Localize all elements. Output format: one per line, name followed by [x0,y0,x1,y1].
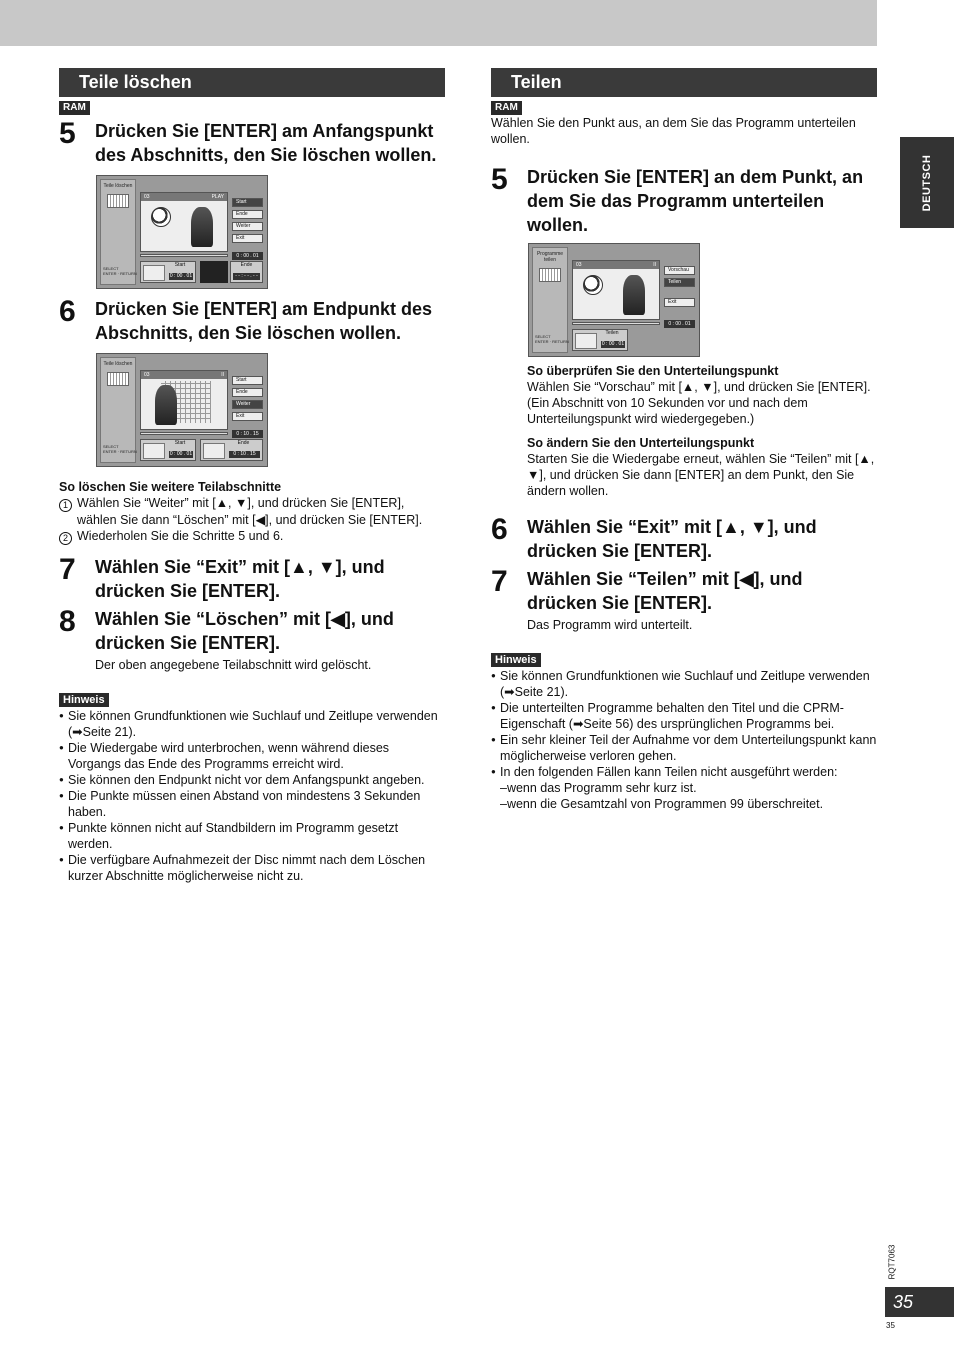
remote-select-icon: SELECT ENTER · RETURN [535,334,569,344]
thumbnail-icon [575,333,597,349]
screen-programme-teilen [528,243,700,357]
step-text: Wählen Sie “Exit” mit [▲, ▼], und drücken Sie [ENTER]. [95,557,385,601]
step-text: Wählen Sie “Löschen” mit [◀], und drücken Sie [ENTER]. [95,609,394,653]
program-number: 03 [144,194,150,200]
step-6 [59,297,445,345]
note-item: ● Ein sehr kleiner Teil der Aufnahme vor dem Unterteilungspunkt kann möglicherweise verloren gehen. [491,732,877,764]
thumbnail-icon [203,443,225,459]
end-label: Ende [237,440,250,446]
time-display: 0 : 10 . 15 [232,430,263,438]
split-label: Teilen [605,330,619,336]
section-title: Teilen [491,68,877,97]
section-title: Teile löschen [59,68,445,97]
ram-badge: RAM [491,101,522,115]
section-teile-loeschen [59,68,445,884]
screen-status-bar [141,371,227,379]
doc-code-text: RQT7063 [887,1244,897,1280]
screen-status-bar [573,261,659,269]
step-number: 5 [491,163,508,196]
note-item: ● Die Punkte müssen einen Abstand von mindestens 3 Sekunden haben. [59,788,445,820]
header-bar [0,0,877,46]
language-tab [900,137,954,228]
program-number: 03 [144,372,150,378]
pause-status: II [221,372,224,378]
step-number: 7 [491,565,508,598]
check-section [527,363,877,499]
notes-list [491,668,877,780]
end-box [230,261,263,283]
soccer-ball-icon [583,275,603,295]
check-heading: So überprüfen Sie den Unterteilungspunkt [527,364,779,378]
end-box [200,439,263,461]
screen-preview [140,192,228,252]
more-parts-list [59,495,445,545]
note-item: ● Sie können Grundfunktionen wie Suchlauf und Zeitlupe verwenden (➡Seite 21). [491,668,877,700]
play-status: PLAY [211,194,224,200]
check-text: Wählen Sie “Vorschau” mit [▲, ▼], und drücken Sie [ENTER]. (Ein Abschnitt von 10 Sekunden vor und nach dem Unterteilungspunkt wird wiedergegeben.) [527,380,871,426]
step-7 [491,567,877,615]
language-label: DEUTSCH [921,154,933,211]
screen-status-bar [141,193,227,201]
start-label: Start [174,262,186,268]
menu-start[interactable]: Start [232,198,263,207]
menu-exit[interactable]: Exit [232,234,263,243]
disc-icon [107,194,129,208]
progress-track [140,254,228,257]
notes-list [59,708,445,884]
screen-side-title: Teile löschen [103,361,133,367]
end-time: 0 : 10 . 15 [229,451,260,458]
intro-text: Wählen Sie den Punkt aus, an dem Sie das Programm unterteilen wollen. [491,116,856,146]
menu-ende[interactable]: Ende [232,388,263,397]
page-number-small: 35 [886,1321,895,1330]
hinweis-badge: Hinweis [59,693,109,707]
list-item [59,495,445,528]
step-5 [491,165,877,237]
screen-preview [572,260,660,320]
section-teilen [491,68,877,812]
doc-code [872,1242,912,1282]
dash-item: –wenn das Programm sehr kurz ist. [500,781,697,795]
end-label: Ende [240,262,253,268]
screen-side-title: Teile löschen [103,183,133,189]
ram-badge: RAM [59,101,90,115]
note-item: ● Die Wiedergabe wird unterbrochen, wenn während dieses Vorgangs das Ende des Programms erreicht wird. [59,740,445,772]
player-image [623,275,645,315]
list-item-text: Wiederholen Sie die Schritte 5 und 6. [77,529,284,543]
player-image [155,385,177,425]
menu-weiter[interactable]: Weiter [232,222,263,231]
screen-side-title: Programme teilen [536,251,564,263]
screen-menu [664,266,695,310]
disc-icon [107,372,129,386]
split-box [572,329,628,351]
program-number: 03 [576,262,582,268]
screen-sidebar [532,247,568,353]
step-number: 5 [59,117,76,150]
disc-icon [539,268,561,282]
screen-teile-loeschen-start [96,175,268,289]
screen-sidebar [100,179,136,285]
menu-weiter[interactable]: Weiter [232,400,263,409]
note-item: ● Punkte können nicht auf Standbildern im Programm gesetzt werden. [59,820,445,852]
menu-exit[interactable]: Exit [664,298,695,307]
step-7-result: Das Programm wird unterteilt. [527,618,693,632]
change-heading: So ändern Sie den Unterteilungspunkt [527,436,755,450]
note-item: ● In den folgenden Fällen kann Teilen nicht ausgeführt werden: [491,764,877,780]
hinweis-badge: Hinweis [491,653,541,667]
menu-ende[interactable]: Ende [232,210,263,219]
note-item: ● Die verfügbare Aufnahmezeit der Disc nimmt nach dem Löschen kurzer Abschnitte möglicherweise nicht zu. [59,852,445,884]
step-text: Wählen Sie “Exit” mit [▲, ▼], und drücken Sie [ENTER]. [527,517,817,561]
time-display: 0 : 00 . 01 [664,320,695,328]
player-image [191,207,213,247]
step-8 [59,607,445,655]
dash-item: –wenn die Gesamtzahl von Programmen 99 überschreitet. [500,797,824,811]
thumbnail-icon [143,265,165,281]
step-number: 8 [59,605,76,638]
circled-number: 2 [59,532,72,545]
time-display: 0 : 00 . 01 [232,252,263,260]
list-item-text: Wählen Sie “Weiter” mit [▲, ▼], und drücken Sie [ENTER], wählen Sie dann “Löschen” mit [◀], und drücken Sie [ENTER]. [77,496,423,527]
more-parts-heading: So löschen Sie weitere Teilabschnitte [59,480,282,494]
menu-exit[interactable]: Exit [232,412,263,421]
page-number-box: 35 [885,1287,954,1317]
remote-select-icon: SELECT ENTER · RETURN [103,266,137,276]
screen-teile-loeschen-end [96,353,268,467]
circled-number: 1 [59,499,72,512]
start-time: 0 : 00 . 01 [169,451,193,457]
step-number: 6 [59,295,76,328]
step-text: Drücken Sie [ENTER] am Endpunkt des Abschnitts, den Sie löschen wollen. [95,299,433,343]
step-text: Drücken Sie [ENTER] am Anfangspunkt des Abschnitts, den Sie löschen wollen. [95,121,437,165]
screen-menu [232,376,263,424]
menu-start[interactable]: Start [232,376,263,385]
step-6 [491,515,877,563]
end-time: - - : - - . - - [233,273,260,280]
thumbnail-icon [143,443,165,459]
menu-teilen[interactable]: Teilen [664,278,695,287]
note-item: ● Sie können Grundfunktionen wie Suchlauf und Zeitlupe verwenden (➡Seite 21). [59,708,445,740]
menu-vorschau[interactable]: Vorschau [664,266,695,275]
progress-track [140,432,228,435]
pause-status: II [653,262,656,268]
list-item [59,528,445,545]
progress-track [572,322,660,325]
split-time: 0 : 00 . 01 [601,341,625,347]
blank-thumb [200,261,228,283]
step-number: 7 [59,553,76,586]
start-box [140,439,196,461]
remote-select-icon: SELECT ENTER · RETURN [103,444,137,454]
start-box [140,261,196,283]
change-text: Starten Sie die Wiedergabe erneut, wählen Sie “Teilen” mit [▲, ▼], und drücken Sie dann [ENTER] an dem Punkt, den Sie ändern wollen. [527,452,875,498]
step-text: Wählen Sie “Teilen” mit [◀], und drücken Sie [ENTER]. [527,569,803,613]
note-item: ● Sie können den Endpunkt nicht vor dem Anfangspunkt angeben. [59,772,445,788]
step-8-result: Der oben angegebene Teilabschnitt wird gelöscht. [95,658,372,672]
screen-preview [140,370,228,430]
soccer-ball-icon [151,207,171,227]
note-item: ● Die unterteilten Programme behalten den Titel und die CPRM-Eigenschaft (➡Seite 56) des ursprünglichen Programms bei. [491,700,877,732]
screen-menu [232,198,263,246]
step-number: 6 [491,513,508,546]
step-text: Drücken Sie [ENTER] an dem Punkt, an dem Sie das Programm unterteilen wollen. [527,167,864,235]
step-5 [59,119,445,167]
step-7 [59,555,445,603]
screen-sidebar [100,357,136,463]
start-label: Start [174,440,186,446]
start-time: 0 : 00 . 01 [169,273,193,279]
